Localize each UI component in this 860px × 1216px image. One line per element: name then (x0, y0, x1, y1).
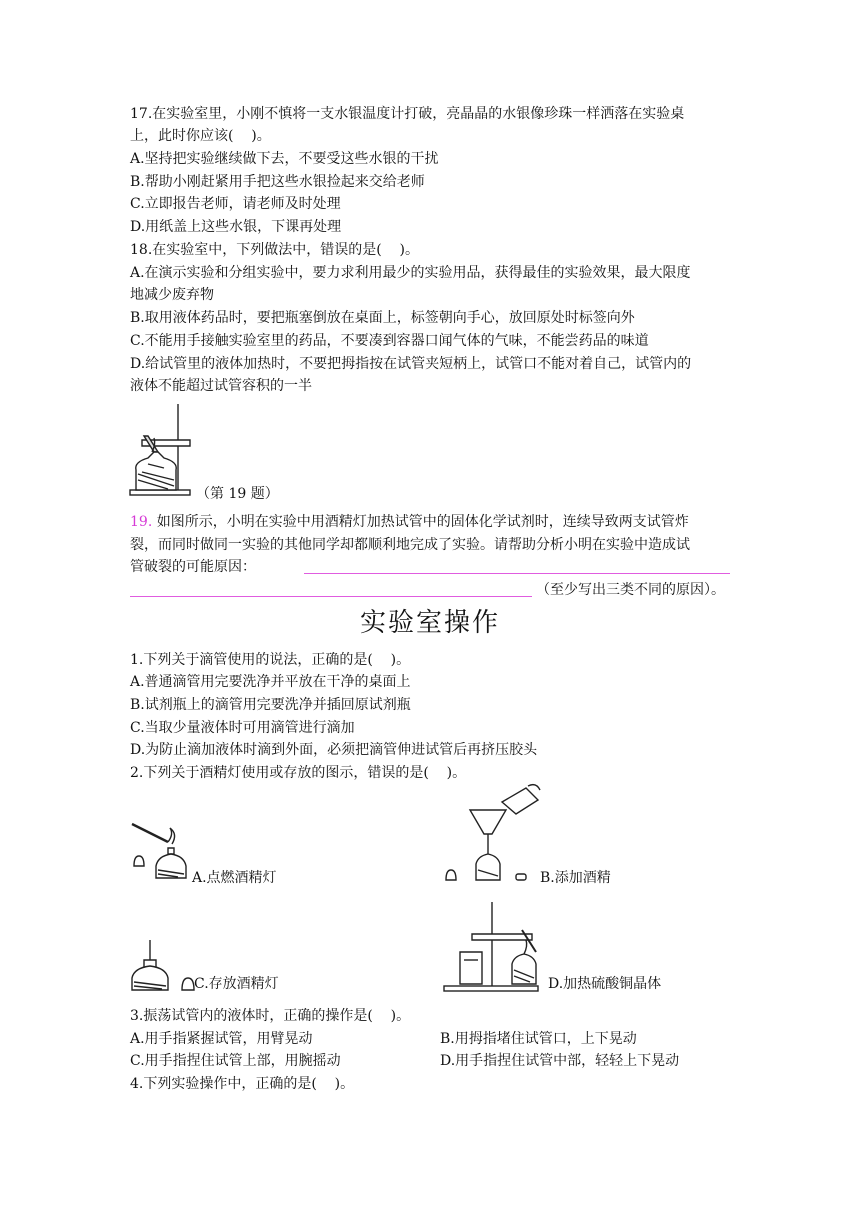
q19-answer-blank-1[interactable] (304, 573, 730, 574)
q18-option-a-line1: A.在演示实验和分组实验中，要力求利用最少的实验用品，获得最佳的实验效果，最大限度 (130, 265, 691, 281)
q19-line1 (130, 512, 689, 532)
q2-option-b: B.添加酒精 (540, 870, 611, 886)
q2-figure-a (128, 820, 194, 886)
q4-stem: 4.下列实验操作中，正确的是( )。 (130, 1076, 355, 1092)
q3-option-c: C.用手指捏住试管上部，用腕摇动 (130, 1053, 341, 1069)
q19-line2: 裂，而同时做同一实验的其他同学却都顺利地完成了实验。请帮助分析小明在实验中造成试 (130, 537, 690, 553)
q18-option-c: C.不能用手接触实验室里的药品，不要凑到容器口闻气体的气味，不能尝药品的味道 (130, 333, 649, 349)
q18-stem: 18.在实验室中，下列做法中，错误的是( )。 (130, 242, 419, 258)
q2-stem: 2.下列关于酒精灯使用或存放的图示，错误的是( )。 (130, 765, 467, 781)
q2-figure-d (442, 900, 550, 996)
q2-option-c: C.存放酒精灯 (194, 976, 279, 992)
q2-option-a: A.点燃酒精灯 (192, 870, 277, 886)
q18-option-a-line2: 地减少废弃物 (130, 287, 214, 303)
q1-option-d: D.为防止滴加液体时滴到外面，必须把滴管伸进试管后再挤压胶头 (130, 742, 538, 758)
section-title: 实验室操作 (359, 608, 500, 638)
q18-option-d-line2: 液体不能超过试管容积的一半 (130, 378, 312, 394)
q1-option-a: A.普通滴管用完要洗净并平放在干净的桌面上 (130, 674, 411, 690)
q19-answer-blank-2[interactable] (130, 596, 532, 597)
q1-option-b: B.试剂瓶上的滴管用完要洗净并插回原试剂瓶 (130, 697, 411, 713)
q17-option-b: B.帮助小刚赶紧用手把这些水银捡起来交给老师 (130, 174, 425, 190)
q1-option-c: C.当取少量液体时可用滴管进行滴加 (130, 720, 355, 736)
q17-option-c: C.立即报告老师，请老师及时处理 (130, 196, 341, 212)
q2-figure-c (128, 938, 200, 994)
q18-option-d-line1: D.给试管里的液体加热时，不要把拇指按在试管夹短柄上，试管口不能对着自己，试管内的 (130, 356, 692, 372)
q19-apparatus-figure (128, 402, 194, 498)
q19-figure-caption: （第 19 题） (196, 486, 279, 502)
q19-hint: （至少写出三类不同的原因）。 (536, 582, 725, 598)
q3-option-a: A.用手指紧握试管，用臂晃动 (130, 1031, 313, 1047)
q19-line3: 管破裂的可能原因： (130, 559, 256, 575)
q17-stem-line1: 17.在实验室里，小刚不慎将一支水银温度计打破，亮晶晶的水银像珍珠一样洒落在实验桌 (130, 106, 685, 122)
q2-option-d: D.加热硫酸铜晶体 (548, 976, 662, 992)
q2-figure-b (442, 780, 542, 888)
q17-stem-line2: 上，此时你应该( )。 (130, 128, 271, 144)
q17-option-d: D.用纸盖上这些水银，下课再处理 (130, 219, 342, 235)
q17-option-a: A.坚持把实验继续做下去，不要受这些水银的干扰 (130, 151, 439, 167)
q19-line1-text: 如图所示，小明在实验中用酒精灯加热试管中的固体化学试剂时，连续导致两支试管炸 (152, 514, 689, 530)
q3-option-b: B.用拇指堵住试管口，上下晃动 (440, 1031, 637, 1047)
q18-option-b: B.取用液体药品时，要把瓶塞倒放在桌面上，标签朝向手心，放回原处时标签向外 (130, 310, 635, 326)
q19-number: 19. (130, 514, 153, 530)
q1-stem: 1.下列关于滴管使用的说法，正确的是( )。 (130, 652, 411, 668)
q3-stem: 3.振荡试管内的液体时，正确的操作是( )。 (130, 1008, 411, 1024)
q3-option-d: D.用手指捏住试管中部，轻轻上下晃动 (440, 1053, 680, 1069)
